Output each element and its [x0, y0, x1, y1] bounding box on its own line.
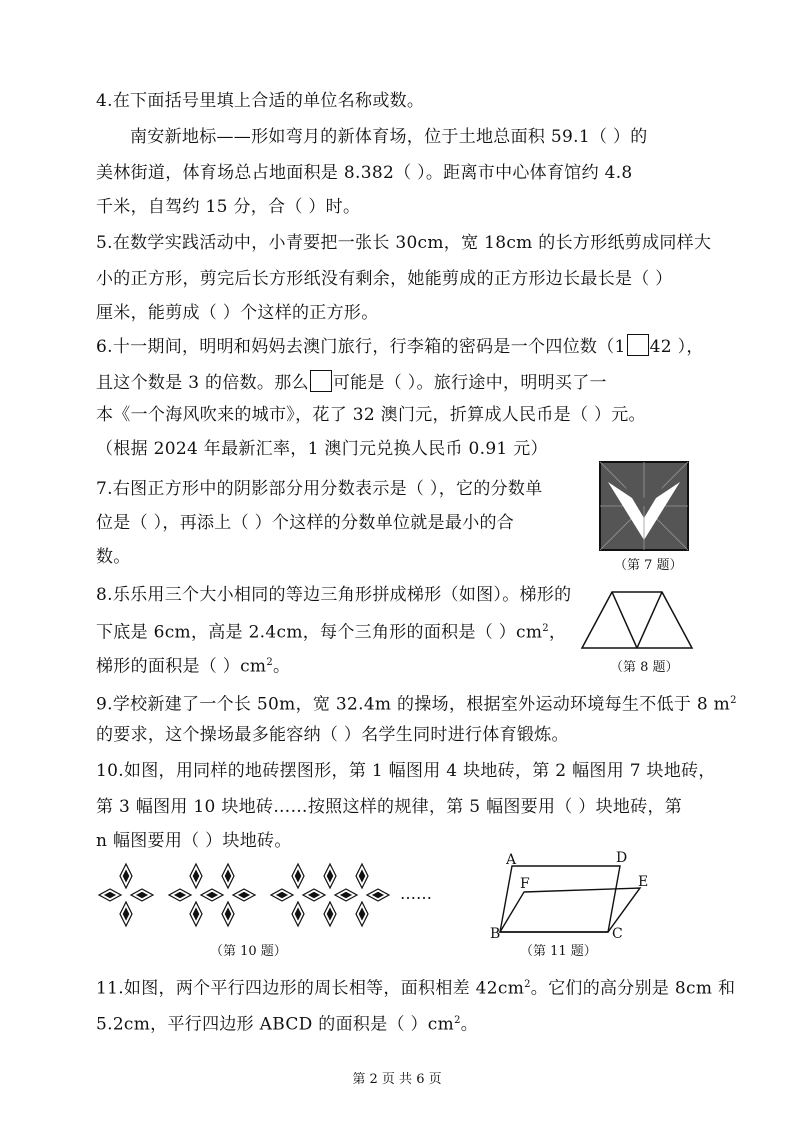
diamond-tile — [233, 889, 255, 901]
q4-title: 4.在下面括号里填上合适的单位名称或数。 — [96, 91, 425, 111]
q6-line2b: 可能是（ ）。旅行途中，明明买了一 — [332, 373, 607, 393]
q10-tile-pattern-figure — [100, 862, 400, 932]
q9-line2: 的要求，这个操场最多能容纳（ ）名学生同时进行体育锻炼。 — [96, 725, 569, 745]
q11-line1 — [96, 974, 735, 1000]
q6-line2 — [96, 370, 607, 394]
diamond-tile — [201, 889, 223, 901]
page-footer: 第 2 页 共 6 页 — [352, 1072, 442, 1087]
diamond-tile — [190, 864, 202, 888]
q7-line3: 数。 — [96, 547, 131, 567]
q5-line2: 小的正方形，剪完后长方形纸没有剩余，她能剪成的正方形边长最长是（ ） — [96, 269, 673, 289]
blank-box — [310, 370, 332, 392]
diamond-tile — [190, 902, 202, 926]
q8-caption: （第 8 题） — [610, 660, 679, 675]
q6-line1a: 6.十一期间，明明和妈妈去澳门旅行，行李箱的密码是一个四位数（1 — [96, 337, 626, 357]
q6-line1 — [96, 334, 704, 358]
q8-line3a: 梯形的面积是（ ）cm — [96, 656, 267, 677]
q10-line1: 10.如图，用同样的地砖摆图形，第 1 幅图用 4 块地砖，第 2 幅图用 7 块地砖， — [96, 761, 716, 781]
diamond-tile — [335, 889, 357, 901]
label-a: A — [506, 852, 517, 868]
diamond-tile — [222, 864, 234, 888]
diamond-tile — [292, 902, 304, 926]
label-f: F — [520, 876, 530, 892]
diamond-tile — [99, 889, 121, 901]
q4-line2: 美林街道，体育场总占地面积是 8.382（ ）。距离市中心体育馆约 4.8 — [96, 163, 633, 183]
q8-line2 — [96, 618, 566, 644]
q8-line3-sup: 2 — [266, 657, 274, 668]
q11-line2 — [96, 1010, 478, 1036]
label-c: C — [612, 926, 623, 942]
q8-line1: 8.乐乐用三个大小相同的等边三角形拼成梯形（如图）。梯形的 — [96, 585, 572, 605]
q10-line3: n 幅图要用（ ）块地砖。 — [96, 831, 292, 851]
q5-line1: 5.在数学实践活动中，小青要把一张长 30cm，宽 18cm 的长方形纸剪成同样大 — [96, 233, 712, 253]
diamond-tile — [356, 902, 368, 926]
q11-line2a: 5.2cm，平行四边形 ABCD 的面积是（ ）cm — [96, 1014, 455, 1035]
label-d: D — [616, 850, 628, 866]
diamond-tile — [131, 889, 153, 901]
diamond-tile — [324, 864, 336, 888]
q10-line2: 第 3 幅图用 10 块地砖……按照这样的规律，第 5 幅图要用（ ）块地砖，第 — [96, 797, 683, 817]
q8-line3 — [96, 652, 290, 678]
q9-line1-sup: 2 — [730, 695, 737, 706]
q4-line3: 千米，自驾约 15 分，合（ ）时。 — [96, 197, 361, 217]
diamond-tile — [367, 889, 389, 901]
q4-line1: 南安新地标——形如弯月的新体育场，位于土地总面积 59.1（ ）的 — [130, 127, 648, 147]
q11-line2-sup: 2 — [454, 1015, 461, 1026]
q8-line2b: ， — [548, 622, 567, 643]
diamond-tile — [120, 902, 132, 926]
q11-line2b: 。 — [460, 1014, 479, 1035]
label-b: B — [490, 926, 501, 942]
q9-line1 — [96, 690, 737, 716]
q11-line1a: 11.如图，两个平行四边形的周长相等，面积相差 42cm — [96, 978, 525, 999]
diamond-tile — [120, 864, 132, 888]
q7-line2: 位是（ ），再添上（ ）个这样的分数单位就是最小的合 — [96, 513, 515, 533]
q5-line3: 厘米，能剪成（ ）个这样的正方形。 — [96, 303, 379, 323]
q6-line4: （根据 2024 年最新汇率，1 澳门元兑换人民币 0.91 元） — [96, 439, 548, 459]
q10-ellipsis: …… — [400, 884, 432, 903]
blank-box — [627, 334, 649, 356]
diamond-tile — [324, 902, 336, 926]
q6-line3: 本《一个海风吹来的城市》，花了 32 澳门元，折算成人民币是（ ）元。 — [96, 405, 646, 425]
q6-line2a: 且这个数是 3 的倍数。那么 — [96, 373, 309, 393]
q11-caption: （第 11 题） — [520, 944, 597, 959]
label-e: E — [638, 874, 649, 890]
diamond-tile — [271, 889, 293, 901]
q8-line2a: 下底是 6cm，高是 2.4cm，每个三角形的面积是（ ）cm — [96, 622, 543, 643]
q6-line1b: 42 ）， — [649, 337, 704, 357]
q7-line1: 7.右图正方形中的阴影部分用分数表示是（ ），它的分数单 — [96, 479, 543, 499]
diamond-tile — [292, 864, 304, 888]
q10-caption: （第 10 题） — [210, 944, 287, 959]
q8-trapezoid-figure — [582, 590, 692, 650]
diamond-tile — [303, 889, 325, 901]
q9-line1a: 9.学校新建了一个长 50m，宽 32.4m 的操场，根据室外运动环境每生不低于 8 m — [96, 694, 731, 715]
diamond-tile — [169, 889, 191, 901]
q11-line1-sup: 2 — [524, 979, 531, 990]
q7-caption: （第 7 题） — [614, 558, 683, 573]
q7-figure — [600, 462, 688, 550]
q11-line1b: 。它们的高分别是 8cm 和 — [530, 978, 736, 999]
q8-line3b: 。 — [273, 656, 291, 677]
diamond-tile — [222, 902, 234, 926]
q8-line2-sup: 2 — [542, 623, 549, 634]
diamond-tile — [356, 864, 368, 888]
